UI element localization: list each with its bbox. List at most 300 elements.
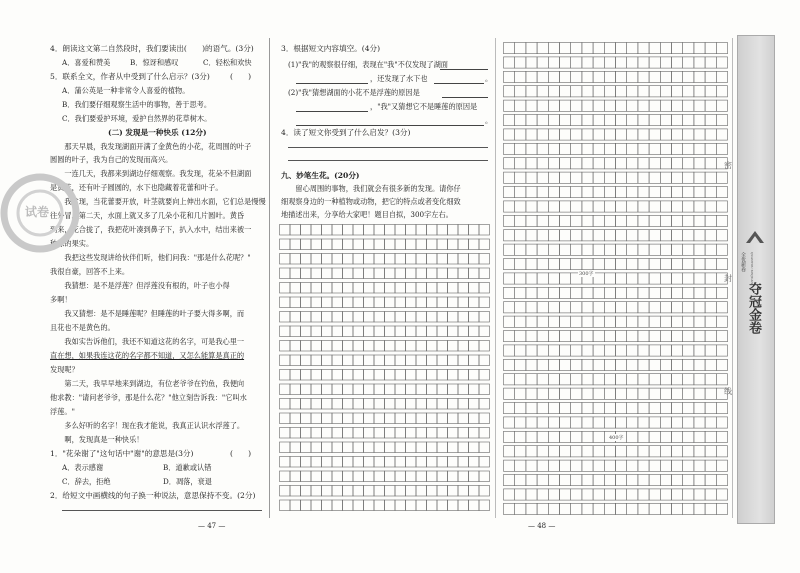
grid-cell[interactable]	[627, 86, 638, 97]
grid-cell[interactable]	[427, 283, 438, 294]
grid-cell[interactable]	[526, 273, 537, 284]
grid-cell[interactable]	[537, 71, 548, 82]
grid-cell[interactable]	[571, 43, 582, 54]
grid-cell[interactable]	[406, 355, 417, 366]
grid-cell[interactable]	[353, 312, 364, 323]
grid-cell[interactable]	[672, 244, 683, 255]
grid-cell[interactable]	[616, 244, 627, 255]
grid-cell[interactable]	[526, 172, 537, 183]
grid-cell[interactable]	[406, 326, 417, 337]
grid-cell[interactable]	[571, 460, 582, 471]
grid-cell[interactable]	[448, 457, 459, 468]
grid-cell[interactable]	[593, 71, 604, 82]
grid-cell[interactable]	[311, 312, 322, 323]
grid-cell[interactable]	[479, 225, 490, 236]
grid-cell[interactable]	[604, 187, 615, 198]
grid-cell[interactable]	[448, 370, 459, 381]
grid-cell[interactable]	[694, 187, 705, 198]
grid-cell[interactable]	[560, 129, 571, 140]
grid-cell[interactable]	[548, 287, 559, 298]
grid-cell[interactable]	[560, 374, 571, 385]
grid-cell[interactable]	[301, 486, 312, 497]
grid-cell[interactable]	[537, 86, 548, 97]
grid-cell[interactable]	[604, 86, 615, 97]
grid-cell[interactable]	[571, 143, 582, 154]
grid-cell[interactable]	[672, 345, 683, 356]
grid-cell[interactable]	[301, 413, 312, 424]
grid-cell[interactable]	[469, 312, 480, 323]
grid-cell[interactable]	[627, 287, 638, 298]
grid-cell[interactable]	[504, 201, 515, 212]
grid-cell[interactable]	[537, 129, 548, 140]
grid-cell[interactable]	[515, 287, 526, 298]
grid-cell[interactable]	[627, 331, 638, 342]
grid-cell[interactable]	[343, 399, 354, 410]
grid-cell[interactable]	[395, 341, 406, 352]
grid-cell[interactable]	[616, 446, 627, 457]
grid-cell[interactable]	[548, 302, 559, 313]
grid-cell[interactable]	[705, 259, 716, 270]
grid-cell[interactable]	[448, 225, 459, 236]
grid-cell[interactable]	[332, 239, 343, 250]
grid-cell[interactable]	[593, 43, 604, 54]
grid-cell[interactable]	[716, 201, 727, 212]
grid-cell[interactable]	[343, 457, 354, 468]
grid-cell[interactable]	[638, 215, 649, 226]
grid-cell[interactable]	[548, 273, 559, 284]
grid-cell[interactable]	[582, 287, 593, 298]
grid-cell[interactable]	[548, 215, 559, 226]
grid-cell[interactable]	[627, 143, 638, 154]
grid-cell[interactable]	[660, 115, 671, 126]
grid-cell[interactable]	[322, 442, 333, 453]
grid-cell[interactable]	[560, 287, 571, 298]
grid-cell[interactable]	[660, 503, 671, 514]
grid-cell[interactable]	[290, 442, 301, 453]
grid-cell[interactable]	[616, 86, 627, 97]
grid-cell[interactable]	[571, 359, 582, 370]
grid-cell[interactable]	[448, 399, 459, 410]
grid-cell[interactable]	[515, 129, 526, 140]
grid-cell[interactable]	[705, 143, 716, 154]
grid-cell[interactable]	[616, 316, 627, 327]
grid-cell[interactable]	[604, 388, 615, 399]
grid-cell[interactable]	[526, 259, 537, 270]
grid-cell[interactable]	[560, 244, 571, 255]
grid-cell[interactable]	[343, 442, 354, 453]
grid-cell[interactable]	[406, 225, 417, 236]
grid-cell[interactable]	[504, 374, 515, 385]
grid-cell[interactable]	[515, 187, 526, 198]
grid-cell[interactable]	[649, 460, 660, 471]
grid-cell[interactable]	[627, 43, 638, 54]
grid-cell[interactable]	[548, 388, 559, 399]
grid-cell[interactable]	[582, 129, 593, 140]
grid-cell[interactable]	[593, 158, 604, 169]
grid-cell[interactable]	[353, 500, 364, 511]
grid-cell[interactable]	[504, 100, 515, 111]
grid-cell[interactable]	[515, 115, 526, 126]
grid-cell[interactable]	[694, 215, 705, 226]
grid-cell[interactable]	[560, 230, 571, 241]
grid-cell[interactable]	[649, 86, 660, 97]
grid-cell[interactable]	[694, 86, 705, 97]
grid-cell[interactable]	[593, 475, 604, 486]
grid-cell[interactable]	[416, 355, 427, 366]
grid-cell[interactable]	[374, 283, 385, 294]
grid-cell[interactable]	[374, 326, 385, 337]
grid-cell[interactable]	[627, 345, 638, 356]
grid-cell[interactable]	[526, 446, 537, 457]
grid-cell[interactable]	[705, 172, 716, 183]
grid-cell[interactable]	[593, 287, 604, 298]
grid-cell[interactable]	[374, 384, 385, 395]
grid-cell[interactable]	[479, 442, 490, 453]
grid-cell[interactable]	[649, 43, 660, 54]
grid-cell[interactable]	[343, 225, 354, 236]
grid-cell[interactable]	[694, 244, 705, 255]
grid-cell[interactable]	[469, 370, 480, 381]
grid-cell[interactable]	[301, 457, 312, 468]
grid-cell[interactable]	[571, 71, 582, 82]
grid-cell[interactable]	[627, 489, 638, 500]
grid-cell[interactable]	[660, 86, 671, 97]
grid-cell[interactable]	[290, 225, 301, 236]
grid-cell[interactable]	[374, 500, 385, 511]
grid-cell[interactable]	[479, 355, 490, 366]
grid-cell[interactable]	[504, 302, 515, 313]
grid-cell[interactable]	[672, 446, 683, 457]
grid-cell[interactable]	[322, 283, 333, 294]
grid-cell[interactable]	[469, 486, 480, 497]
grid-cell[interactable]	[604, 417, 615, 428]
grid-cell[interactable]	[526, 143, 537, 154]
grid-cell[interactable]	[694, 115, 705, 126]
grid-cell[interactable]	[660, 273, 671, 284]
grid-cell[interactable]	[537, 259, 548, 270]
grid-cell[interactable]	[343, 355, 354, 366]
grid-cell[interactable]	[332, 254, 343, 265]
grid-cell[interactable]	[582, 374, 593, 385]
grid-cell[interactable]	[548, 230, 559, 241]
grid-cell[interactable]	[683, 187, 694, 198]
grid-cell[interactable]	[437, 457, 448, 468]
grid-cell[interactable]	[406, 500, 417, 511]
grid-cell[interactable]	[458, 355, 469, 366]
grid-cell[interactable]	[322, 471, 333, 482]
grid-cell[interactable]	[290, 399, 301, 410]
grid-cell[interactable]	[672, 417, 683, 428]
grid-cell[interactable]	[638, 129, 649, 140]
grid-cell[interactable]	[343, 283, 354, 294]
grid-cell[interactable]	[526, 187, 537, 198]
grid-cell[interactable]	[683, 403, 694, 414]
grid-cell[interactable]	[627, 57, 638, 68]
grid-cell[interactable]	[694, 460, 705, 471]
grid-cell[interactable]	[448, 500, 459, 511]
grid-cell[interactable]	[638, 172, 649, 183]
grid-cell[interactable]	[526, 230, 537, 241]
grid-cell[interactable]	[526, 374, 537, 385]
grid-cell[interactable]	[526, 359, 537, 370]
grid-cell[interactable]	[571, 331, 582, 342]
grid-cell[interactable]	[406, 486, 417, 497]
grid-cell[interactable]	[672, 431, 683, 442]
grid-cell[interactable]	[683, 201, 694, 212]
grid-cell[interactable]	[395, 471, 406, 482]
grid-cell[interactable]	[537, 187, 548, 198]
grid-cell[interactable]	[301, 471, 312, 482]
grid-cell[interactable]	[660, 316, 671, 327]
grid-cell[interactable]	[638, 273, 649, 284]
grid-cell[interactable]	[649, 374, 660, 385]
grid-cell[interactable]	[694, 129, 705, 140]
grid-cell[interactable]	[560, 86, 571, 97]
grid-cell[interactable]	[458, 486, 469, 497]
grid-cell[interactable]	[582, 316, 593, 327]
grid-cell[interactable]	[364, 486, 375, 497]
grid-cell[interactable]	[649, 331, 660, 342]
grid-cell[interactable]	[660, 129, 671, 140]
grid-cell[interactable]	[290, 312, 301, 323]
grid-cell[interactable]	[469, 457, 480, 468]
grid-cell[interactable]	[395, 442, 406, 453]
grid-cell[interactable]	[627, 431, 638, 442]
grid-cell[interactable]	[694, 503, 705, 514]
grid-cell[interactable]	[448, 341, 459, 352]
grid-cell[interactable]	[616, 230, 627, 241]
grid-cell[interactable]	[705, 359, 716, 370]
grid-cell[interactable]	[504, 503, 515, 514]
grid-cell[interactable]	[716, 287, 727, 298]
grid-cell[interactable]	[374, 297, 385, 308]
grid-cell[interactable]	[705, 129, 716, 140]
grid-cell[interactable]	[280, 428, 291, 439]
grid-cell[interactable]	[515, 475, 526, 486]
grid-cell[interactable]	[593, 331, 604, 342]
grid-cell[interactable]	[311, 326, 322, 337]
grid-cell[interactable]	[582, 86, 593, 97]
grid-cell[interactable]	[616, 475, 627, 486]
grid-cell[interactable]	[593, 201, 604, 212]
grid-cell[interactable]	[504, 359, 515, 370]
writing-grid-right[interactable]	[503, 42, 730, 516]
grid-cell[interactable]	[582, 201, 593, 212]
grid-cell[interactable]	[458, 268, 469, 279]
grid-cell[interactable]	[660, 460, 671, 471]
grid-cell[interactable]	[560, 57, 571, 68]
grid-cell[interactable]	[604, 244, 615, 255]
grid-cell[interactable]	[672, 503, 683, 514]
grid-cell[interactable]	[364, 370, 375, 381]
grid-cell[interactable]	[322, 370, 333, 381]
grid-cell[interactable]	[593, 503, 604, 514]
grid-cell[interactable]	[526, 331, 537, 342]
grid-cell[interactable]	[560, 403, 571, 414]
grid-cell[interactable]	[515, 302, 526, 313]
grid-cell[interactable]	[582, 475, 593, 486]
grid-cell[interactable]	[353, 326, 364, 337]
grid-cell[interactable]	[694, 374, 705, 385]
grid-cell[interactable]	[604, 143, 615, 154]
grid-cell[interactable]	[406, 442, 417, 453]
grid-cell[interactable]	[364, 225, 375, 236]
grid-cell[interactable]	[638, 489, 649, 500]
grid-cell[interactable]	[311, 341, 322, 352]
grid-cell[interactable]	[593, 431, 604, 442]
grid-cell[interactable]	[638, 359, 649, 370]
grid-cell[interactable]	[694, 417, 705, 428]
grid-cell[interactable]	[694, 57, 705, 68]
grid-cell[interactable]	[479, 399, 490, 410]
grid-cell[interactable]	[672, 374, 683, 385]
grid-cell[interactable]	[526, 215, 537, 226]
grid-cell[interactable]	[416, 225, 427, 236]
grid-cell[interactable]	[364, 239, 375, 250]
grid-cell[interactable]	[280, 239, 291, 250]
q3-blank-6[interactable]	[296, 116, 484, 126]
grid-cell[interactable]	[593, 230, 604, 241]
grid-cell[interactable]	[385, 239, 396, 250]
grid-cell[interactable]	[416, 471, 427, 482]
grid-cell[interactable]	[301, 326, 312, 337]
grid-cell[interactable]	[571, 129, 582, 140]
grid-cell[interactable]	[571, 345, 582, 356]
grid-cell[interactable]	[406, 268, 417, 279]
grid-cell[interactable]	[649, 503, 660, 514]
grid-cell[interactable]	[448, 283, 459, 294]
grid-cell[interactable]	[526, 201, 537, 212]
grid-cell[interactable]	[627, 388, 638, 399]
grid-cell[interactable]	[716, 331, 727, 342]
grid-cell[interactable]	[660, 446, 671, 457]
grid-cell[interactable]	[537, 158, 548, 169]
grid-cell[interactable]	[683, 71, 694, 82]
grid-cell[interactable]	[660, 158, 671, 169]
grid-cell[interactable]	[504, 172, 515, 183]
grid-cell[interactable]	[515, 331, 526, 342]
q4-answer-line-2[interactable]	[288, 160, 488, 161]
grid-cell[interactable]	[515, 359, 526, 370]
grid-cell[interactable]	[694, 172, 705, 183]
grid-cell[interactable]	[672, 359, 683, 370]
grid-cell[interactable]	[705, 215, 716, 226]
grid-cell[interactable]	[627, 215, 638, 226]
grid-cell[interactable]	[683, 316, 694, 327]
grid-cell[interactable]	[332, 355, 343, 366]
grid-cell[interactable]	[649, 143, 660, 154]
grid-cell[interactable]	[437, 471, 448, 482]
grid-cell[interactable]	[406, 471, 417, 482]
grid-cell[interactable]	[716, 417, 727, 428]
grid-cell[interactable]	[604, 215, 615, 226]
grid-cell[interactable]	[638, 431, 649, 442]
grid-cell[interactable]	[683, 100, 694, 111]
grid-cell[interactable]	[469, 283, 480, 294]
grid-cell[interactable]	[627, 158, 638, 169]
grid-cell[interactable]	[548, 172, 559, 183]
grid-cell[interactable]	[694, 158, 705, 169]
grid-cell[interactable]	[458, 326, 469, 337]
grid-cell[interactable]	[280, 268, 291, 279]
grid-cell[interactable]	[649, 100, 660, 111]
grid-cell[interactable]	[672, 86, 683, 97]
grid-cell[interactable]	[571, 417, 582, 428]
grid-cell[interactable]	[649, 172, 660, 183]
grid-cell[interactable]	[638, 57, 649, 68]
grid-cell[interactable]	[571, 57, 582, 68]
grid-cell[interactable]	[280, 312, 291, 323]
grid-cell[interactable]	[638, 503, 649, 514]
grid-cell[interactable]	[683, 475, 694, 486]
grid-cell[interactable]	[604, 359, 615, 370]
grid-cell[interactable]	[515, 417, 526, 428]
grid-cell[interactable]	[705, 374, 716, 385]
grid-cell[interactable]	[504, 403, 515, 414]
grid-cell[interactable]	[280, 442, 291, 453]
grid-cell[interactable]	[616, 359, 627, 370]
grid-cell[interactable]	[353, 471, 364, 482]
grid-cell[interactable]	[571, 172, 582, 183]
grid-cell[interactable]	[515, 259, 526, 270]
grid-cell[interactable]	[582, 158, 593, 169]
grid-cell[interactable]	[290, 326, 301, 337]
grid-cell[interactable]	[627, 460, 638, 471]
grid-cell[interactable]	[427, 471, 438, 482]
grid-cell[interactable]	[705, 417, 716, 428]
grid-cell[interactable]	[343, 341, 354, 352]
grid-cell[interactable]	[638, 417, 649, 428]
grid-cell[interactable]	[416, 384, 427, 395]
grid-cell[interactable]	[560, 43, 571, 54]
grid-cell[interactable]	[638, 187, 649, 198]
grid-cell[interactable]	[582, 187, 593, 198]
grid-cell[interactable]	[683, 302, 694, 313]
grid-cell[interactable]	[638, 403, 649, 414]
grid-cell[interactable]	[571, 431, 582, 442]
grid-cell[interactable]	[627, 100, 638, 111]
grid-cell[interactable]	[479, 341, 490, 352]
grid-cell[interactable]	[332, 413, 343, 424]
grid-cell[interactable]	[311, 225, 322, 236]
grid-cell[interactable]	[479, 239, 490, 250]
grid-cell[interactable]	[526, 43, 537, 54]
grid-cell[interactable]	[548, 115, 559, 126]
grid-cell[interactable]	[616, 388, 627, 399]
grid-cell[interactable]	[311, 297, 322, 308]
grid-cell[interactable]	[458, 442, 469, 453]
grid-cell[interactable]	[515, 244, 526, 255]
grid-cell[interactable]	[469, 471, 480, 482]
grid-cell[interactable]	[560, 215, 571, 226]
grid-cell[interactable]	[649, 273, 660, 284]
grid-cell[interactable]	[716, 129, 727, 140]
grid-cell[interactable]	[353, 486, 364, 497]
grid-cell[interactable]	[416, 326, 427, 337]
grid-cell[interactable]	[604, 273, 615, 284]
grid-cell[interactable]	[479, 500, 490, 511]
grid-cell[interactable]	[672, 259, 683, 270]
grid-cell[interactable]	[385, 413, 396, 424]
grid-cell[interactable]	[280, 370, 291, 381]
grid-cell[interactable]	[374, 486, 385, 497]
grid-cell[interactable]	[280, 341, 291, 352]
grid-cell[interactable]	[427, 239, 438, 250]
grid-cell[interactable]	[290, 471, 301, 482]
grid-cell[interactable]	[322, 341, 333, 352]
grid-cell[interactable]	[560, 388, 571, 399]
grid-cell[interactable]	[660, 57, 671, 68]
